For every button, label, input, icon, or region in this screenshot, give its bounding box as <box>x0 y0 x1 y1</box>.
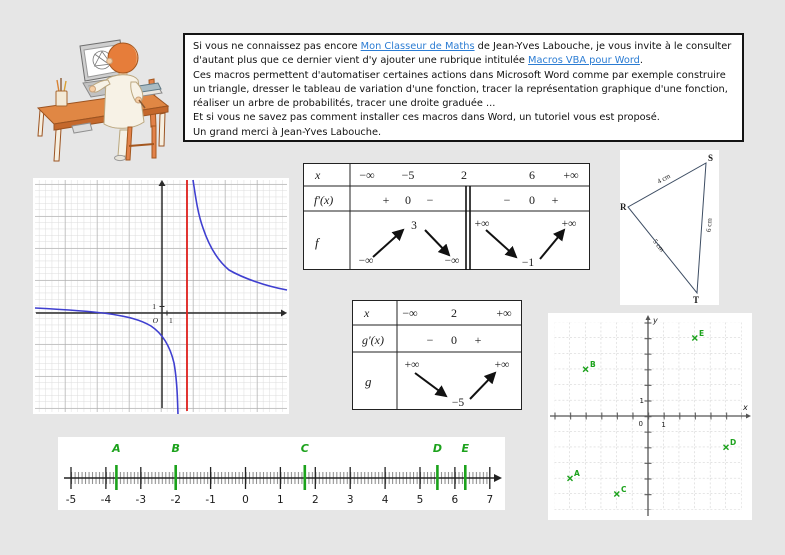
variation-table-g <box>352 300 522 410</box>
vertex-t-label: T <box>693 295 700 305</box>
svg-text:0: 0 <box>529 193 535 207</box>
point-E-label: E <box>461 442 470 455</box>
function-graph-panel <box>33 178 289 414</box>
link-mon-classeur-de-maths[interactable]: Mon Classeur de Maths <box>360 41 475 52</box>
number-line-panel <box>58 437 505 510</box>
coordinate-plane <box>548 313 752 520</box>
svg-text:−∞: −∞ <box>402 306 418 320</box>
svg-text:−5: −5 <box>451 397 465 409</box>
svg-text:6: 6 <box>529 168 535 182</box>
intro-text: . <box>639 55 644 67</box>
row-var-f: f <box>315 235 319 250</box>
svg-text:+∞: +∞ <box>404 359 420 371</box>
svg-text:-2: -2 <box>170 494 181 506</box>
point-C-label: C <box>621 485 627 494</box>
coordinate-plane-panel <box>548 313 752 520</box>
svg-text:−∞: −∞ <box>359 168 375 182</box>
svg-text:−: − <box>503 193 511 207</box>
svg-text:-5: -5 <box>65 494 77 506</box>
svg-text:2: 2 <box>461 168 467 182</box>
svg-text:7: 7 <box>486 494 494 506</box>
svg-text:−∞: −∞ <box>358 255 374 267</box>
x-axis-label: x <box>743 403 748 412</box>
intro-text: de Jean-Yves Labouche, je vous invite à le consulter d'autant plus que ce dernier vient d'y ajouter une rubrique intitulée <box>193 41 732 67</box>
point-B-label: B <box>171 442 180 455</box>
variation-table-f-panel <box>303 163 590 270</box>
x-unit-label: 1 <box>169 316 173 325</box>
pencil-cup <box>56 78 67 106</box>
intro-paragraph-4: Un grand merci à Jean-Yves Labouche. <box>193 126 382 138</box>
svg-text:2: 2 <box>311 494 319 506</box>
svg-text:-1: -1 <box>205 494 216 506</box>
kid-at-computer-illustration <box>28 34 176 166</box>
row-var-x: x <box>315 168 321 182</box>
row-var-x: x <box>364 306 370 320</box>
svg-text:0: 0 <box>242 494 249 506</box>
number-line <box>58 437 505 510</box>
svg-text:3: 3 <box>411 220 417 232</box>
side-st-length: 6 cm <box>704 217 714 233</box>
svg-text:+: + <box>474 333 482 347</box>
svg-text:1: 1 <box>277 494 284 506</box>
svg-text:+: + <box>551 193 559 207</box>
row-var-g: g <box>365 374 372 389</box>
svg-text:+∞: +∞ <box>496 306 512 320</box>
svg-text:−1: −1 <box>521 257 535 269</box>
point-A-label: A <box>112 442 121 455</box>
axis-arrow <box>494 474 502 482</box>
intro-paragraph-3: Et si vous ne savez pas comment installer ces macros dans Word, un tutoriel vous est proposé. <box>193 112 660 124</box>
svg-text:+∞: +∞ <box>474 218 490 230</box>
row-var-gprime: g′(x) <box>362 333 384 347</box>
point-B-label: B <box>590 360 596 369</box>
y-unit-label: 1 <box>152 302 156 311</box>
svg-text:6: 6 <box>451 494 459 506</box>
svg-text:−5: −5 <box>401 168 415 182</box>
chair-legs <box>126 126 156 160</box>
svg-text:−: − <box>426 333 434 347</box>
function-graph <box>33 178 289 414</box>
svg-text:0: 0 <box>405 193 411 207</box>
row-var-fprime: f′(x) <box>314 193 334 207</box>
svg-text:2: 2 <box>451 306 457 320</box>
svg-text:−∞: −∞ <box>444 255 460 267</box>
svg-text:+∞: +∞ <box>563 168 579 182</box>
point-D-label: D <box>432 442 442 455</box>
svg-text:+∞: +∞ <box>494 359 510 371</box>
svg-text:4: 4 <box>381 494 389 506</box>
grid-major <box>35 180 287 412</box>
intro-paragraph-2: Ces macros permettent d'automatiser certaines actions dans Microsoft Word comme par exemple construire un triangle, dresser le tableau de variation d'une fonction, tracer la représentation graphique d'une fonction, réaliser un arbre de probabilités, tracer une droite graduée ... <box>193 69 728 110</box>
svg-text:+∞: +∞ <box>561 218 577 230</box>
svg-text:5: 5 <box>416 494 424 506</box>
side-rs-length: 4 cm <box>655 171 672 186</box>
variation-table-f <box>303 163 590 270</box>
link-macros-vba-pour-word[interactable]: Macros VBA pour Word <box>528 55 640 67</box>
triangle-sides <box>628 163 706 293</box>
svg-text:-4: -4 <box>100 494 112 506</box>
svg-text:0: 0 <box>451 333 457 347</box>
vertex-r-label: R <box>620 202 627 212</box>
point-A-label: A <box>574 469 580 478</box>
tick-labels <box>66 494 493 506</box>
intro-paragraph-1 <box>193 40 734 69</box>
y-unit-label: 1 <box>639 397 644 405</box>
svg-text:+: + <box>382 193 390 207</box>
point-E-label: E <box>699 329 705 338</box>
variation-table-g-panel <box>352 300 522 410</box>
svg-text:-3: -3 <box>135 494 147 506</box>
point-D-label: D <box>730 438 737 447</box>
vertex-s-label: S <box>708 153 714 163</box>
x-unit-label: 1 <box>661 421 666 429</box>
intro-text: Si vous ne connaissez pas encore <box>193 41 361 52</box>
origin-label: O <box>152 316 158 325</box>
point-C-label: C <box>300 442 309 455</box>
x-axis-arrow <box>746 414 751 419</box>
side-rt-length: 5 cm <box>651 237 666 254</box>
svg-text:3: 3 <box>346 494 354 506</box>
svg-text:−: − <box>426 193 434 207</box>
y-axis-label: y <box>653 316 658 325</box>
origin-label: 0 <box>638 420 643 428</box>
triangle-rst <box>620 150 719 305</box>
intro-text-box <box>183 33 744 142</box>
triangle-panel <box>620 150 719 305</box>
y-axis-arrow <box>646 315 651 320</box>
